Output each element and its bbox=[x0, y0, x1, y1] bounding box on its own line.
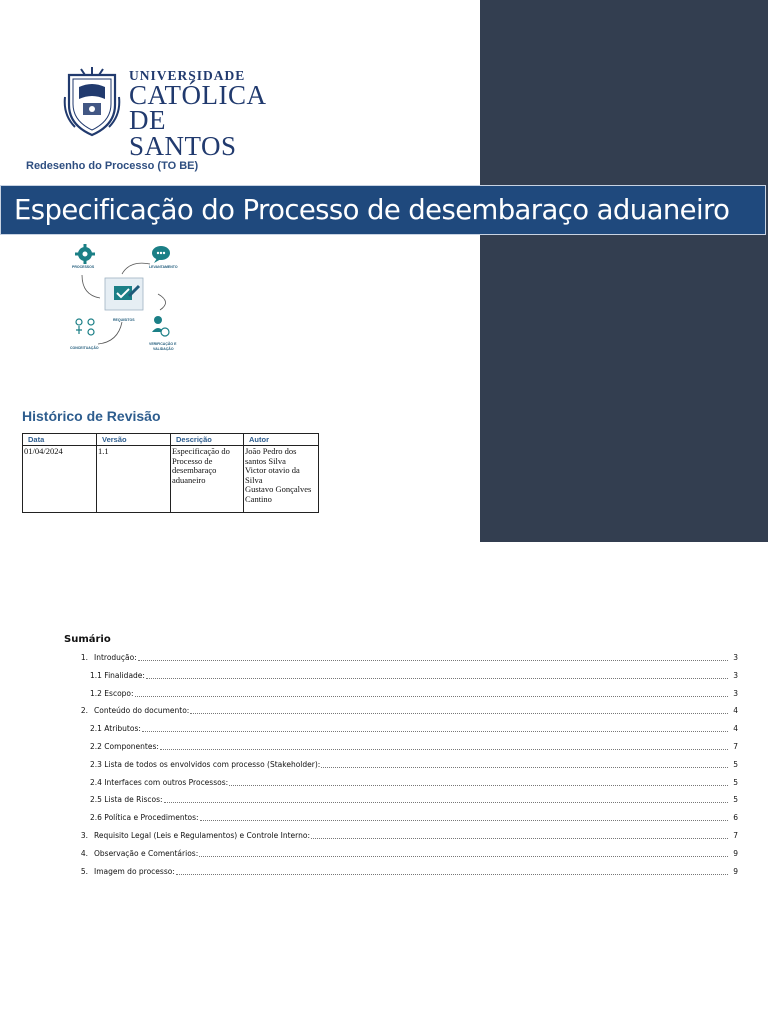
toc-entry-number: 2. bbox=[80, 706, 88, 716]
process-cycle-graphic bbox=[60, 240, 200, 360]
concept-network-icon bbox=[76, 319, 94, 335]
toc-entry-page: 7 bbox=[733, 741, 738, 751]
author-line: Cantino bbox=[245, 493, 272, 504]
title-bar bbox=[0, 185, 766, 235]
gear-icon bbox=[75, 244, 95, 264]
toc-leader-dots bbox=[199, 849, 728, 857]
toc-entry[interactable] bbox=[64, 778, 738, 796]
cell-date: 01/04/2024 bbox=[23, 446, 97, 513]
diagram-label-verificacao: VERIFICAÇÃO E bbox=[149, 342, 177, 346]
toc-entry-text: 2.4 Interfaces com outros Processos: bbox=[90, 777, 229, 787]
toc-entry[interactable] bbox=[64, 813, 738, 831]
chat-bubble-icon bbox=[152, 246, 170, 263]
diagram-label-requisitos: REQUISITOS bbox=[113, 318, 135, 322]
toc-entry-number: 1. bbox=[80, 653, 88, 662]
toc-entry-page: 3 bbox=[733, 670, 738, 680]
toc-leader-dots bbox=[138, 653, 728, 661]
toc-entry[interactable] bbox=[64, 671, 738, 689]
toc-entry-page: 5 bbox=[733, 777, 738, 787]
toc-entry-text: 2.1 Atributos: bbox=[90, 724, 141, 734]
diagram-label-validacao: VALIDAÇÃO bbox=[153, 347, 174, 351]
university-name bbox=[129, 69, 267, 159]
toc-entry[interactable] bbox=[64, 742, 738, 760]
logo-line-1: UNIVERSIDADE bbox=[129, 68, 246, 83]
toc-leader-dots bbox=[176, 867, 728, 875]
toc-leader-dots bbox=[229, 778, 728, 786]
toc-entry-text: Introdução: bbox=[94, 653, 137, 662]
author-line: João Pedro dos bbox=[245, 446, 297, 456]
toc-entry-number: 4. bbox=[80, 848, 88, 858]
toc-entry[interactable] bbox=[64, 724, 738, 742]
toc-entry-number: 5. bbox=[80, 866, 88, 876]
author-line: santos Silva bbox=[245, 455, 286, 466]
description-line: Especificação do bbox=[172, 446, 230, 456]
description-line: desembaraço bbox=[172, 465, 217, 475]
description-line: aduaneiro bbox=[172, 474, 206, 485]
toc-entry[interactable] bbox=[64, 795, 738, 813]
toc-leader-dots bbox=[190, 706, 728, 714]
toc-entry-text: Requisito Legal (Leis e Regulamentos) e Controle Interno: bbox=[94, 830, 310, 840]
revision-history-title: Histórico de Revisão bbox=[22, 408, 161, 424]
toc-entry[interactable] bbox=[64, 760, 738, 778]
toc-leader-dots bbox=[160, 742, 728, 750]
toc-leader-dots bbox=[142, 724, 728, 732]
revision-history-table bbox=[22, 433, 319, 513]
toc-entry-text: 2.2 Componentes: bbox=[90, 741, 159, 751]
toc-entry-page: 5 bbox=[733, 759, 738, 769]
toc-entry-text: 2.3 Lista de todos os envolvidos com processo (Stakeholder): bbox=[90, 759, 321, 769]
toc-entry-page: 9 bbox=[733, 848, 738, 858]
toc-entry-page: 3 bbox=[733, 653, 738, 662]
logo-line-2: CATÓLICA bbox=[129, 80, 267, 110]
author-line: Victor otavio da bbox=[245, 465, 300, 475]
toc-entry-page: 9 bbox=[733, 866, 738, 876]
description-line: Processo de bbox=[172, 455, 213, 466]
diagram-label-processos: PROCESSOS bbox=[72, 265, 95, 269]
requirements-checklist-icon bbox=[105, 278, 143, 310]
university-logo bbox=[63, 67, 267, 161]
toc-entry-page: 4 bbox=[733, 706, 738, 716]
toc-entry-text: 1.1 Finalidade: bbox=[90, 670, 145, 680]
column-header-description: Descrição bbox=[171, 434, 244, 446]
toc-leader-dots bbox=[146, 671, 728, 679]
toc-entry-number: 3. bbox=[80, 830, 88, 840]
toc-entry-text: 2.5 Lista de Riscos: bbox=[90, 795, 163, 805]
toc-entry-page: 3 bbox=[733, 688, 738, 698]
cell-version: 1.1 bbox=[97, 446, 171, 513]
author-line: Silva bbox=[245, 474, 263, 485]
toc-leader-dots bbox=[164, 795, 728, 803]
diagram-label-levantamento: LEVANTAMENTO bbox=[149, 265, 178, 269]
toc-entry-text: Conteúdo do documento: bbox=[94, 706, 190, 716]
university-crest-icon bbox=[63, 67, 121, 137]
toc-title: Sumário bbox=[64, 634, 111, 645]
toc-entry[interactable] bbox=[64, 689, 738, 707]
table-row bbox=[23, 446, 319, 513]
toc-leader-dots bbox=[321, 760, 728, 768]
cell-description bbox=[171, 446, 244, 513]
column-header-version: Versão bbox=[97, 434, 171, 446]
toc-entry-page: 4 bbox=[733, 724, 738, 734]
toc-leader-dots bbox=[135, 689, 728, 697]
table-header-row bbox=[23, 434, 319, 446]
toc-entry-text: 2.6 Política e Procedimentos: bbox=[90, 813, 199, 823]
column-header-author: Autor bbox=[244, 434, 319, 446]
toc-list bbox=[64, 653, 738, 884]
toc-entry[interactable] bbox=[64, 867, 738, 885]
toc-entry[interactable] bbox=[64, 706, 738, 724]
dark-side-panel bbox=[480, 0, 768, 542]
process-cycle-diagram bbox=[60, 240, 200, 360]
toc-entry-text: 1.2 Escopo: bbox=[90, 688, 134, 698]
toc-leader-dots bbox=[311, 831, 728, 839]
cell-author bbox=[244, 446, 319, 513]
toc-entry[interactable] bbox=[64, 831, 738, 849]
table-of-contents bbox=[64, 634, 738, 884]
toc-entry-page: 7 bbox=[733, 830, 738, 840]
document-subtitle: Redesenho do Processo (TO BE) bbox=[26, 160, 199, 172]
author-line: Gustavo Gonçalves bbox=[245, 484, 312, 494]
document-title: Especificação do Processo de desembaraço aduaneiro bbox=[14, 194, 730, 226]
validation-user-icon bbox=[152, 316, 169, 336]
toc-leader-dots bbox=[200, 813, 728, 821]
toc-entry[interactable] bbox=[64, 849, 738, 867]
column-header-date: Data bbox=[23, 434, 97, 446]
toc-entry[interactable] bbox=[64, 653, 738, 671]
toc-entry-page: 5 bbox=[733, 795, 738, 805]
toc-entry-text: Observação e Comentários: bbox=[94, 848, 199, 858]
toc-entry-page: 6 bbox=[733, 813, 738, 823]
toc-entry-text: Imagem do processo: bbox=[94, 866, 175, 876]
diagram-label-conceituacao: CONCEITUAÇÃO bbox=[70, 346, 99, 350]
logo-line-3: DE SANTOS bbox=[129, 105, 237, 161]
